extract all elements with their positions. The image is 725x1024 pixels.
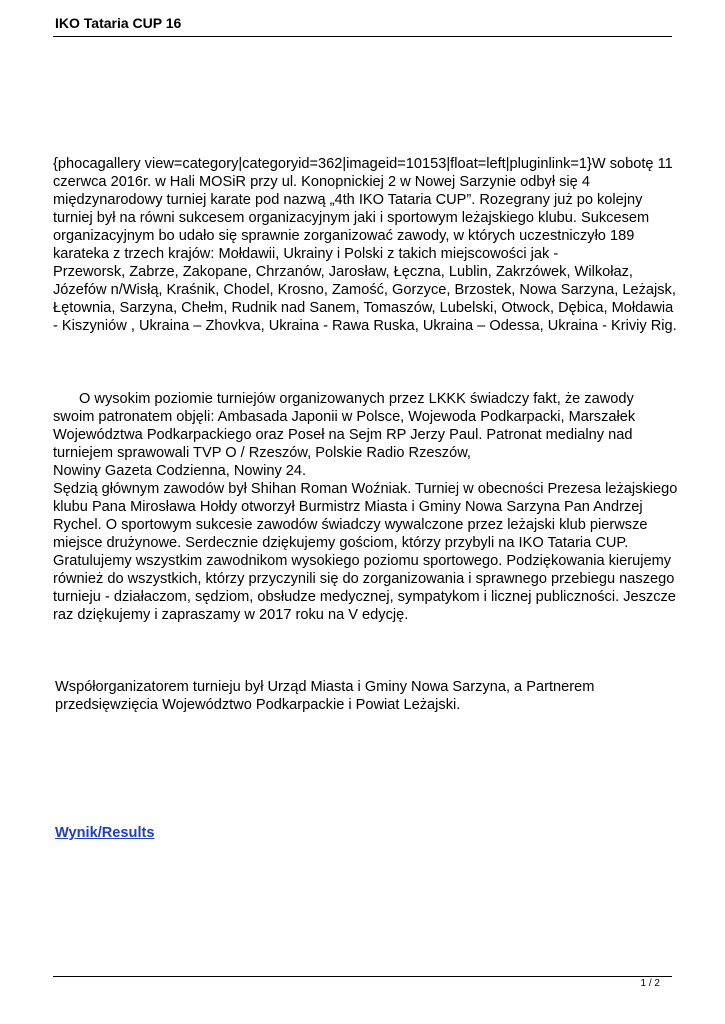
- article-paragraph-intro: [53, 155, 678, 335]
- judges-and-thanks-text: Sędzią głównym zawodów był Shihan Roman Woźniak. Turniej w obecności Prezesa leżajskiego klubu Pana Mirosława Hołdy otworzył Burmistrz Miasta i Gminy Nowa Sarzyna Pan Andrzej Rychel. O sportowym sukcesie zawodów świadczy wywalczone przez leżajski klub pierwsze miejsce drużynowe. Serdecznie dziękujemy gościom, którzy przybyli na IKO Tataria CUP. Gratulujemy wszystkim zawodnikom wysokiego poziomu sportowego. Podziękowania kierujemy również do wszystkich, którzy przyczynili się do zorganizowania i sprawnego przebiegu naszego turnieju - działaczom, sędziom, obsłudze medycznej, sympatykom i licznej publiczności. Jeszcze raz dziękujemy i zapraszamy w 2017 roku na V edycję.: [53, 481, 678, 623]
- spacer: [53, 624, 678, 678]
- article-paragraph-patronage: [53, 390, 678, 462]
- document-title: IKO Tataria CUP 16: [55, 15, 182, 31]
- page-number: 1 / 2: [640, 978, 660, 989]
- patronage-text: O wysokim poziomie turniejów organizowanych przez LKKK świadczy fakt, że zawody swoim patronatem objęli: Ambasada Japonii w Polsce, Wojewoda Podkarpacki, Marszałek Województwa Podkarpackiego oraz Poseł na Sejm RP Jerzy Paul. Patronat medialny nad turniejem sprawowali TVP O / Rzeszów, Polskie Radio Rzeszów,: [53, 391, 636, 461]
- article-paragraph-media: [53, 462, 678, 624]
- spacer: [53, 714, 678, 824]
- article-paragraph-coorganizers: [53, 678, 678, 714]
- spacer: [53, 335, 678, 390]
- header-divider: [53, 36, 672, 37]
- article-body: [53, 155, 678, 842]
- intro-text: {phocagallery view=category|categoryid=362|imageid=10153|float=left|pluginlink=1}W sobotę 11 czerwca 2016r. w Hali MOSiR przy ul. Konopnickiej 2 w Nowej Sarzynie odbył się 4 międzynarodowy turniej karate pod nazwą „4th IKO Tataria CUP”. Rozegrany już po kolejny turniej był na równi sukcesem organizacyjnym jaki i sportowym leżajskiego klubu. Sukcesem organizacyjnym bo udało się sprawnie zorganizować zawody, w których uczestniczyło 189 karateka z trzech krajów: Mołdawii, Ukrainy i Polski z takich miejscowości jak -: [53, 156, 673, 262]
- results-link[interactable]: Wynik/Results: [55, 825, 155, 841]
- media-list: Nowiny Gazeta Codzienna, Nowiny 24.: [53, 463, 307, 479]
- coorganizers-text: Współorganizatorem turnieju był Urząd Miasta i Gminy Nowa Sarzyna, a Partnerem przedsięwzięcia Województwo Podkarpackie i Powiat Leżajski.: [55, 679, 595, 713]
- places-list: Przeworsk, Zabrze, Zakopane, Chrzanów, Jarosław, Łęczna, Lublin, Zakrzówek, Wilkołaz, Józefów n/Wisłą, Kraśnik, Chodel, Krosno, Zamość, Gorzyce, Brzostek, Nowa Sarzyna, Leżajsk, Łętownia, Sarzyna, Chełm, Rudnik nad Sanem, Tomaszów, Lubelski, Otwock, Dębica, Mołdawia - Kiszyniów , Ukraina – Zhovkva, Ukraina - Rawa Ruska, Ukraina – Odessa, Ukraina - Kriviy Rig.: [53, 264, 677, 334]
- footer-divider: [53, 976, 672, 977]
